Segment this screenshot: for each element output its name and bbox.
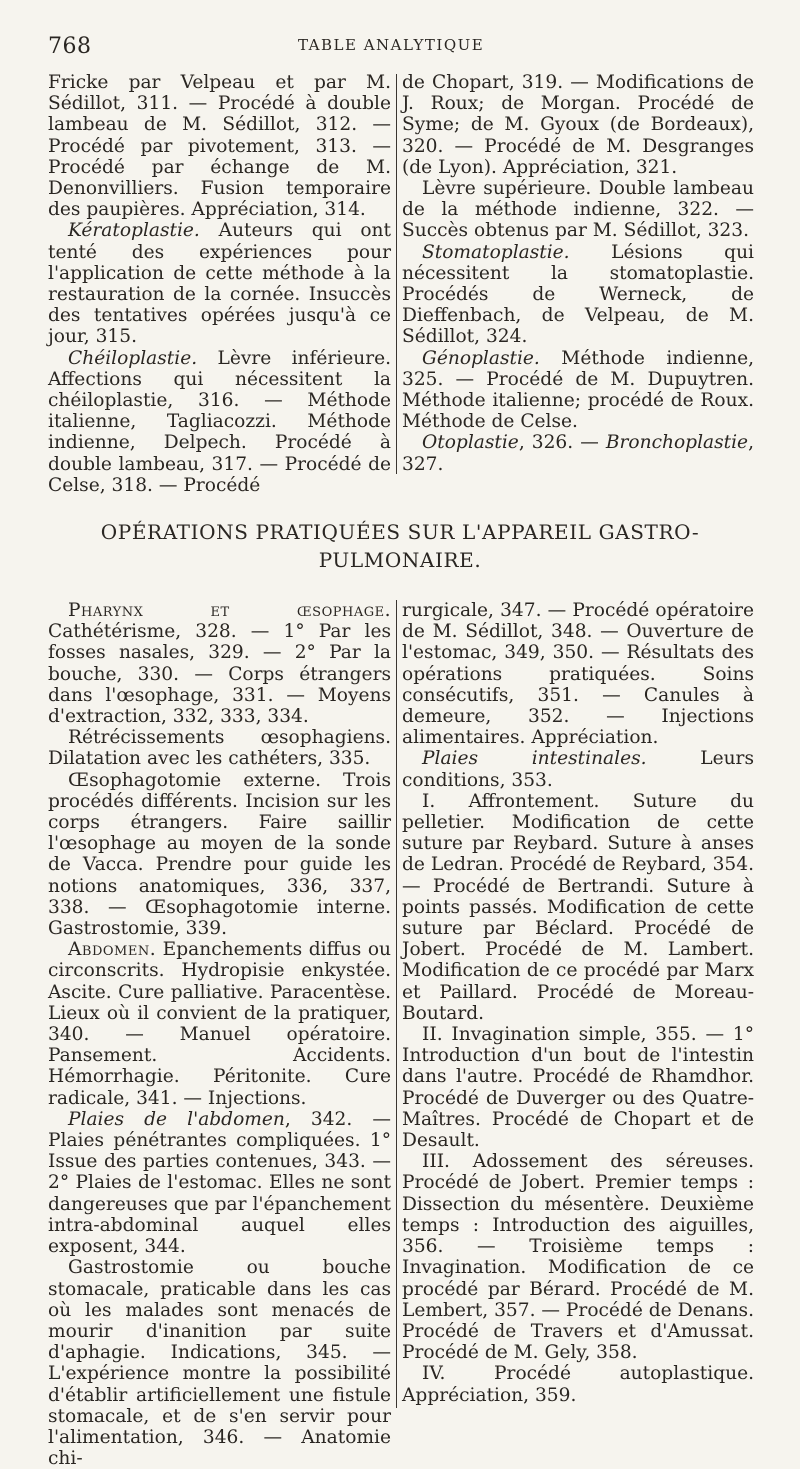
entry-adossement: III. Adossement des séreuses. Procédé de Jobert. Premier temps : Dissection du mésentère. Deuxième temps : Introduction des aiguilles, 356. — Troisième temps : Invagination. Modification de ce procédé par Bérard. Procédé de M. Lembert, 357. — Procédé de Denans. Procédé de Travers et d'Amussat. Procédé de M. Gely, 358. xyxy=(402,1151,754,1364)
entry-label: Pharynx et œsophage. xyxy=(68,600,391,621)
entry-paragraph: rurgicale, 347. — Procédé opératoire de M. Sédillot, 348. — Ouverture de l'estomac, 349, 350. — Résultats des opérations pratiquées. Soins consécutifs, 351. — Canules à demeure, 352. — Injections alimentaires. Appréciation. xyxy=(402,600,754,749)
entry-text: , 326. — xyxy=(518,432,606,454)
entry-label: Plaies intestinales. xyxy=(422,748,647,770)
entry-label: Chéiloplastie. xyxy=(68,347,198,369)
entry-text: Leurs conditions, 353. xyxy=(402,748,754,791)
entry-text: Lésions qui nécessitent la stomatoplastie. Procédés de Werneck, de Dieffenbach, de Velpeau, de M. Sédillot, 324. xyxy=(402,241,754,348)
entry-text: Méthode indienne, 325. — Procédé de M. Dupuytren. Méthode italienne; procédé de Roux. Méthode de Celse. xyxy=(402,347,754,433)
entry-invagination: II. Invagination simple, 355. — 1° Introduction d'un bout de l'intestin dans l'autre. Procédé de Rhamdhor. Procédé de Duverger ou des Quatre-Maîtres. Procédé de Chopart et de Desault. xyxy=(402,1024,754,1152)
section1-right-column xyxy=(402,72,754,475)
entry-abdomen xyxy=(48,939,391,1109)
entry-label: Bronchoplastie xyxy=(605,432,749,454)
entry-stomatoplastie xyxy=(402,242,754,348)
running-title: TABLE ANALYTIQUE xyxy=(298,36,485,54)
entry-plaies-intestinales xyxy=(402,748,754,790)
entry-label: Plaies de l'abdomen xyxy=(68,1108,285,1130)
entry-otoplastie xyxy=(402,432,754,474)
entry-text: Auteurs qui ont tenté des expériences pour l'application de cette méthode à la restauration de la cornée. Insuccès des tentatives opérées jusqu'à ce jour, 315. xyxy=(48,220,391,348)
entry-gastrostomie: Gastrostomie ou bouche stomacale, praticable dans les cas où les malades sont menacés de mourir d'inanition par suite d'aphagie. Indications, 345. — L'expérience montre la possibilité d'établir artificiellement une fistule stomacale, et de s'en servir pour l'alimentation, 346. — Anatomie chi- xyxy=(48,1257,391,1469)
column-divider xyxy=(396,74,397,474)
entry-text: , 342. — Plaies pénétrantes compliquées. 1° Issue des parties contenues, 343. — 2° Plaies de l'estomac. Elles ne sont dangereuses que par l'épanchement intra-abdominal auquel elles exposent, 344. xyxy=(48,1108,391,1258)
entry-keratoplastie xyxy=(48,220,391,347)
entry-pharynx xyxy=(48,600,391,727)
entry-oesophagotomie: Œsophagotomie externe. Trois procédés différents. Incision sur les corps étrangers. Faire saillir l'œsophage au moyen de la sonde de Vacca. Prendre pour guide les notions anatomiques, 336, 337, 338. — Œsophagotomie interne. Gastrostomie, 339. xyxy=(48,769,391,940)
entry-plaies-abdomen xyxy=(48,1109,391,1257)
entry-paragraph: Fricke par Velpeau et par M. Sédillot, 311. — Procédé à double lambeau de M. Sédillot, 312. — Procédé par pivotement, 313. — Procédé par échange de M. Denonvilliers. Fusion temporaire des paupières. Appréciation, 314. xyxy=(48,72,391,221)
entry-label: Otoplastie xyxy=(422,432,519,454)
entry-genoplastie xyxy=(402,348,754,433)
entry-label: Abdomen. xyxy=(68,939,157,961)
entry-text: Lèvre inférieure. Affections qui nécessitent la chéiloplastie, 316. — Méthode italienne, Tagliacozzi. Méthode indienne, Delpech. Procédé à double lambeau, 317. — Procédé de Celse, 318. — Procédé xyxy=(48,347,391,496)
entry-paragraph: de Chopart, 319. — Modifications de J. Roux; de Morgan. Procédé de Syme; de M. Gyoux (de Bordeaux), 320. — Procédé de M. Desgranges (de Lyon). Appréciation, 321. xyxy=(402,72,754,178)
entry-label: Kératoplastie. xyxy=(68,220,200,242)
entry-affrontement: I. Affrontement. Suture du pelletier. Modification de cette suture par Reybard. Suture à anses de Ledran. Procédé de Reybard, 354. — Procédé de Bertrandi. Suture à points passés. Modification de cette suture par Béclard. Procédé de Jobert. Procédé de M. Lambert. Modification de ce procédé par Marx et Paillard. Procédé de Moreau-Boutard. xyxy=(402,790,754,1024)
entry-text: Cathétérisme, 328. — 1° Par les fosses nasales, 329. — 2° Par la bouche, 330. — Corps étrangers dans l'œsophage, 331. — Moyens d'extraction, 332, 333, 334. xyxy=(48,621,391,728)
entry-label: Génoplastie. xyxy=(422,347,540,369)
column-divider xyxy=(396,600,397,1408)
entry-retrecissements: Rétrécissements œsophagiens. Dilatation avec les cathéters, 335. xyxy=(48,727,391,770)
entry-cheiloplastie xyxy=(48,348,391,496)
running-head xyxy=(48,34,760,64)
section2-right-column xyxy=(402,600,754,1406)
entry-label: Stomatoplastie. xyxy=(422,241,570,263)
page-number: 768 xyxy=(48,34,92,59)
entry-autoplastique: IV. Procédé autoplastique. Appréciation, 359. xyxy=(402,1363,754,1406)
section-heading: OPÉRATIONS PRATIQUÉES SUR L'APPAREIL GASTRO-PULMONAIRE. xyxy=(100,520,700,572)
entry-text: Epanchements diffus ou circonscrits. Hydropisie enkystée. Ascite. Cure palliative. Paracentèse. Lieux où il convient de la pratiquer, 340. — Manuel opératoire. Pansement. Accidents. Hémorrhagie. Péritonite. Cure radicale, 341. — Injections. xyxy=(48,939,391,1109)
section2-left-column xyxy=(48,600,391,1469)
entry-text: , 327. xyxy=(402,432,754,475)
section1-left-column xyxy=(48,72,391,496)
entry-levre-superieure: Lèvre supérieure. Double lambeau de la méthode indienne, 322. — Succès obtenus par M. Sédillot, 323. xyxy=(402,178,754,242)
